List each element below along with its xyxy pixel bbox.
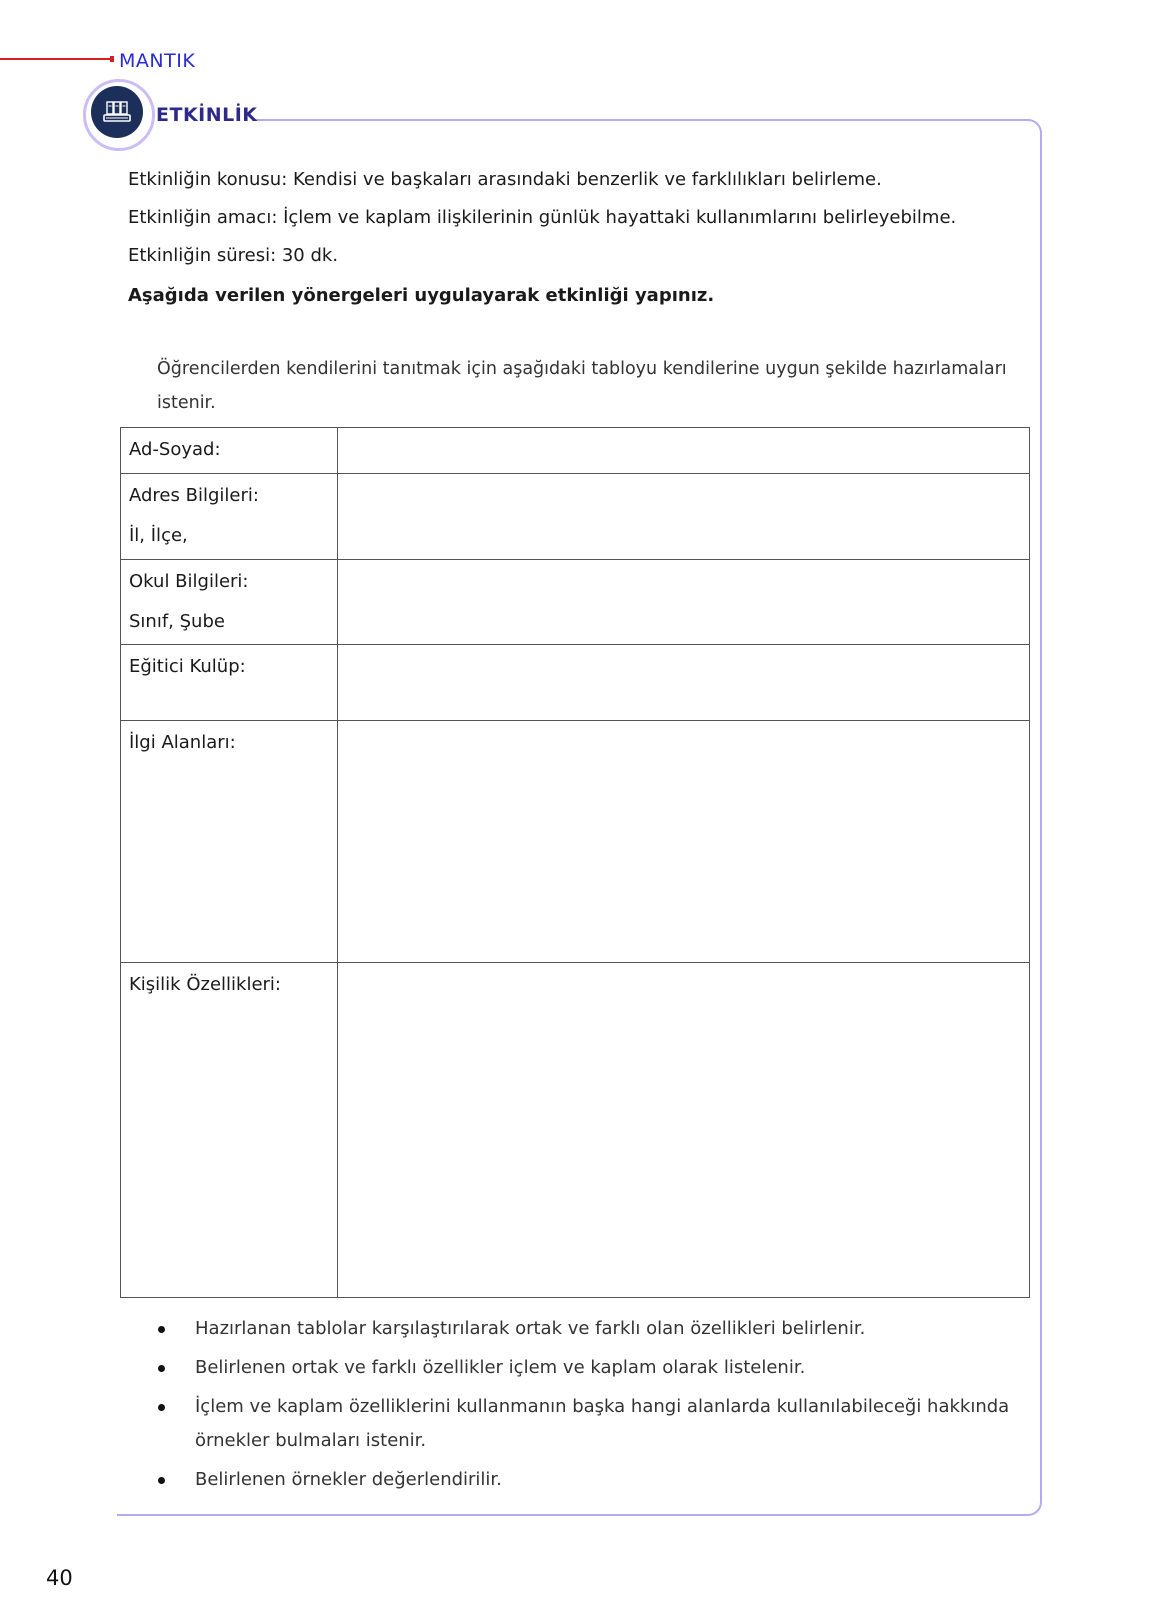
row-label: Adres Bilgileri: İl, İlçe,	[121, 474, 338, 560]
activity-instruction: Aşağıda verilen yönergeleri uygulayarak etkinliği yapınız.	[128, 285, 715, 306]
activity-duration: Etkinliğin süresi: 30 dk.	[128, 245, 339, 266]
section-label: MANTIK	[119, 50, 196, 72]
table-row	[121, 963, 1030, 1298]
list-item: İçlem ve kaplam özelliklerini kullanmanın başka hangi alanlarda kullanılabileceği hakkında örnekler bulmaları istenir.	[155, 1390, 1025, 1458]
table-row	[121, 428, 1030, 474]
page-number: 40	[46, 1566, 73, 1590]
instruction-list	[155, 1312, 1025, 1502]
activity-badge	[91, 86, 143, 138]
table-row	[121, 645, 1030, 721]
personality-answer-cell[interactable]	[338, 963, 1030, 1298]
row-label: Eğitici Kulüp:	[121, 645, 338, 721]
row-label: Kişilik Özellikleri:	[121, 963, 338, 1298]
list-item: Belirlenen örnekler değerlendirilir.	[155, 1463, 1025, 1497]
address-answer-cell[interactable]	[338, 474, 1030, 560]
student-info-table	[120, 427, 1030, 1298]
list-item: Hazırlanan tablolar karşılaştırılarak ortak ve farklı olan özellikleri belirlenir.	[155, 1312, 1025, 1346]
activity-title: ETKİNLİK	[156, 104, 258, 126]
activity-topic: Etkinliğin konusu: Kendisi ve başkaları arasındaki benzerlik ve farklılıkları belirleme.	[128, 169, 882, 190]
activity-purpose: Etkinliğin amacı: İçlem ve kaplam ilişkilerinin günlük hayattaki kullanımlarını belirleyebilme.	[128, 207, 957, 228]
book-stack-icon	[102, 99, 132, 125]
header-rule-end	[110, 56, 114, 62]
row-label: Okul Bilgileri: Sınıf, Şube	[121, 560, 338, 645]
activity-description: Öğrencilerden kendilerini tanıtmak için aşağıdaki tabloyu kendilerine uygun şekilde hazırlamaları istenir.	[157, 359, 1007, 413]
list-item: Belirlenen ortak ve farklı özellikler içlem ve kaplam olarak listelenir.	[155, 1351, 1025, 1385]
school-answer-cell[interactable]	[338, 560, 1030, 645]
interests-answer-cell[interactable]	[338, 721, 1030, 963]
table-row	[121, 560, 1030, 645]
row-label: İlgi Alanları:	[121, 721, 338, 963]
row-label: Ad-Soyad:	[121, 428, 338, 474]
club-answer-cell[interactable]	[338, 645, 1030, 721]
table-row	[121, 474, 1030, 560]
name-answer-cell[interactable]	[338, 428, 1030, 474]
header-rule	[0, 58, 112, 60]
table-row	[121, 721, 1030, 963]
